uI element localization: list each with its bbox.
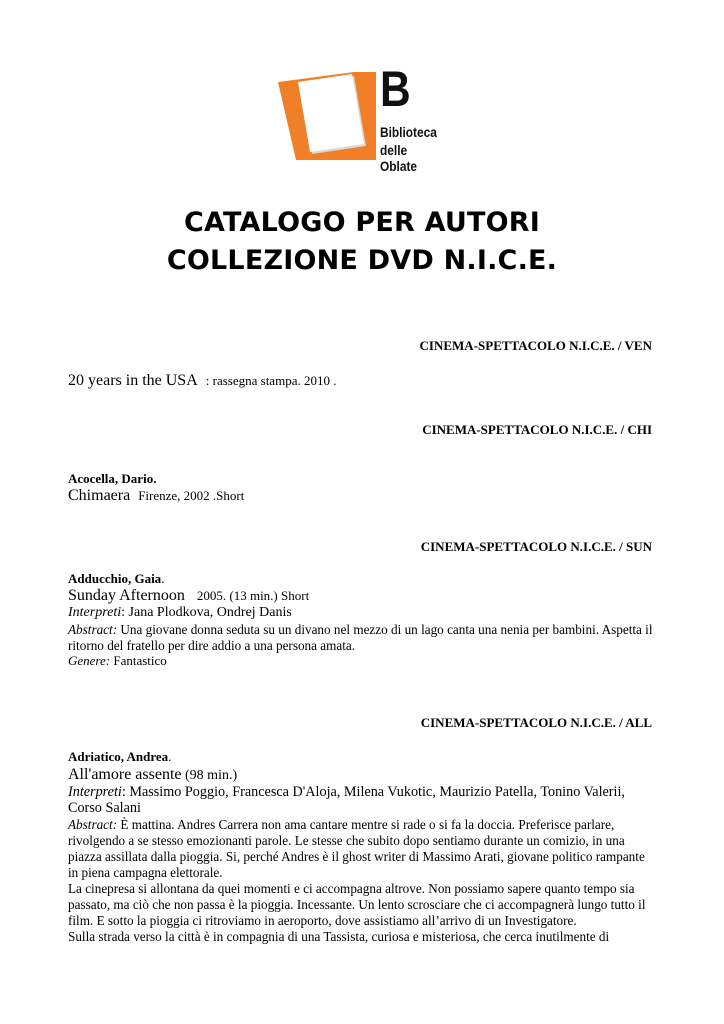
author-line bbox=[68, 748, 171, 766]
entry-title-line bbox=[68, 587, 309, 605]
interpreti-value: : Jana Plodkova, Ondrej Danis bbox=[121, 605, 292, 620]
interpreti-paragraph bbox=[68, 784, 658, 816]
shelf-mark: CINEMA-SPETTACOLO N.I.C.E. / SUN bbox=[420, 539, 652, 554]
film-title: 20 years in the USA bbox=[68, 372, 198, 389]
genere-line bbox=[68, 653, 167, 669]
abstract-text: È mattina. Andres Carrera non ama cantare mentre si rade o si fa la doccia. Preferisce parlare, rivolgendo a se stesso emozionanti parole. Le stesse che subito dopo sentiamo durante un comizio, in una piazza assillata dalla pioggia. Si, perché Andres è il ghost writer di Massimo Arati, giovane politico rampante in piena campagna elettorale. bbox=[68, 817, 645, 880]
film-title: Chimaera bbox=[68, 487, 131, 504]
author-name: Acocella, Dario. bbox=[68, 471, 157, 486]
film-details: : rassegna stampa. 2010 . bbox=[205, 373, 337, 388]
entry-title-line bbox=[68, 372, 336, 390]
shelf-mark: CINEMA-SPETTACOLO N.I.C.E. / ALL bbox=[420, 715, 652, 730]
author-suffix: . bbox=[161, 571, 165, 586]
genere-label: Genere: bbox=[68, 653, 111, 668]
logo-name-line1: Biblioteca bbox=[380, 124, 437, 140]
interpreti-label: Interpreti bbox=[68, 605, 122, 620]
abstract-label: Abstract: bbox=[68, 817, 118, 832]
interpreti-label: Interpreti bbox=[68, 784, 122, 800]
abstract-paragraph bbox=[68, 622, 658, 654]
author-name: Adducchio, Gaia bbox=[68, 571, 162, 586]
author-name: Adriatico, Andrea bbox=[68, 749, 169, 764]
book-logo-icon bbox=[276, 68, 376, 164]
abstract-label: Abstract: bbox=[68, 622, 118, 637]
shelf-mark: CINEMA-SPETTACOLO N.I.C.E. / VEN bbox=[419, 338, 652, 353]
genere-value: Fantastico bbox=[110, 653, 167, 668]
film-title: All'amore assente bbox=[68, 766, 182, 783]
shelf-mark: CINEMA-SPETTACOLO N.I.C.E. / CHI bbox=[422, 422, 652, 437]
catalog-title-line2: COLLEZIONE DVD N.I.C.E. bbox=[166, 245, 558, 276]
abstract-paragraph-2: La cinepresa si allontana da quei momenti e ci accompagna altrove. Non possiamo sapere quanto tempo sia passato, ma ciò che non passa è la pioggia. Incessante. Un lento scrosciare che ci accompagnerà lungo tutto il film. E sotto la pioggia ci ritroviamo in aeroporto, dove assistiamo all’arrivo di un Investigatore. bbox=[68, 881, 646, 928]
author-suffix: . bbox=[168, 749, 172, 764]
interpreti-line bbox=[68, 605, 292, 621]
abstract-text: Una giovane donna seduta su un divano nel mezzo di un lago canta una nenia per bambini. Aspetta il ritorno del fratello per dire addio a una persona amata. bbox=[68, 622, 653, 653]
abstract-paragraph-3: Sulla strada verso la città è in compagnia di una Tassista, curiosa e misteriosa, che cerca inutilmente di bbox=[68, 929, 610, 944]
author-line bbox=[68, 570, 164, 588]
film-details: (98 min.) bbox=[181, 768, 238, 783]
library-logo bbox=[276, 61, 450, 174]
abstract-paragraph bbox=[68, 817, 658, 881]
entry-title-line bbox=[68, 487, 244, 505]
film-title: Sunday Afternoon bbox=[68, 587, 185, 604]
logo-letter: B bbox=[380, 61, 411, 117]
catalog-title-line1: CATALOGO PER AUTORI bbox=[184, 207, 540, 238]
logo-name-line2: delle Oblate bbox=[380, 142, 418, 174]
interpreti-value: : Massimo Poggio, Francesca D'Aloja, Milena Vukotic, Maurizio Patella, Tonino Valerii, Corso Salani bbox=[68, 784, 625, 816]
entry-title-line bbox=[68, 766, 237, 784]
film-details: Firenze, 2002 .Short bbox=[138, 488, 245, 503]
film-details: 2005. (13 min.) Short bbox=[196, 588, 310, 603]
